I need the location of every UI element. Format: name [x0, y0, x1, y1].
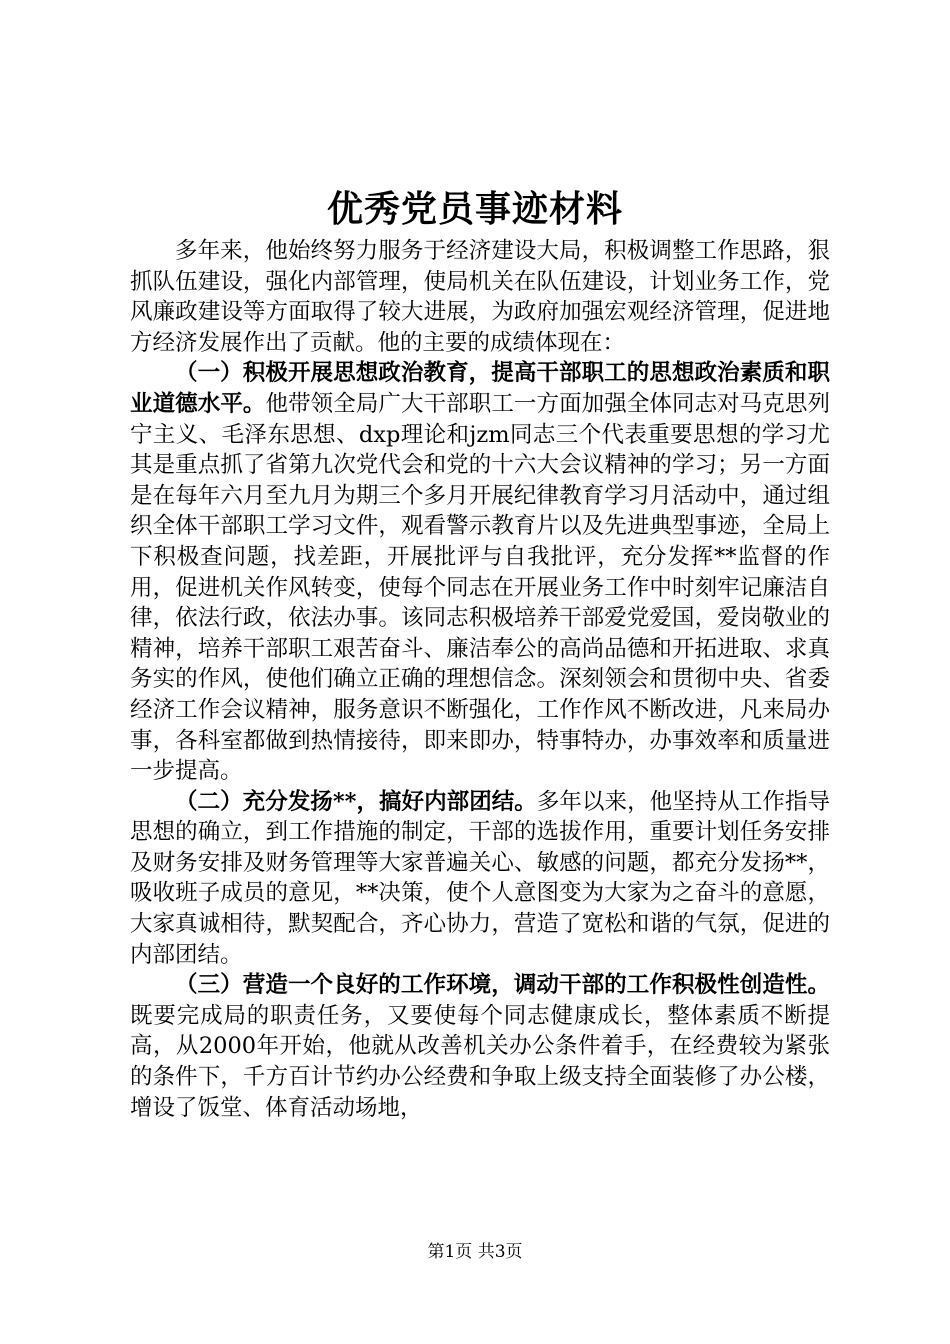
paragraph-intro: [130, 236, 830, 358]
paragraph-text: 多年以来，他坚持从工作指导思想的确立，到工作措施的制定，干部的选拔作用，重要计划任务安排及财务安排及财务管理等大家普遍关心、敏感的问题，都充分发扬**，吸收班子成员的意见，**决策，使个人意图变为大家为之奋斗的意愿，大家真诚相待，默契配合，齐心协力，营造了宽松和谐的气氛，促进的内部团结。: [130, 788, 830, 968]
paragraph-section-1: [130, 358, 830, 786]
document-body: [130, 236, 830, 1123]
paragraph-section-3: [130, 970, 830, 1123]
document-title: 优秀党员事迹材料: [326, 188, 623, 230]
section-heading: （二）充分发扬**，搞好内部团结。: [175, 788, 537, 815]
paragraph-text: 他带领全局广大干部职工一方面加强全体同志对马克思列宁主义、毛泽东思想、dxp理论和jzm同志三个代表重要思想的学习尤其是重点抓了省第九次党代会和党的十六大会议精神的学习；另一方面是在每年六月至九月为期三个多月开展纪律教育学习月活动中，通过组织全体干部职工学习文件，观看警示教育片以及先进典型事迹，全局上下积极查问题，找差距，开展批评与自我批评，充分发挥**监督的作用，促进机关作风转变，使每个同志在开展业务工作中时刻牢记廉洁自律，依法行政，依法办事。该同志积极培养干部爱党爱国，爱岗敬业的精神，培养干部职工艰苦奋斗、廉洁奉公的高尚品德和开拓进取、求真务实的作风，使他们确立正确的理想信念。深刻领会和贯彻中央、省委经济工作会议精神，服务意识不断强化，工作作风不断改进，凡来局办事，各科室都做到热情接待，即来即办，特事特办，办事效率和质量进一步提高。: [130, 390, 830, 785]
paragraph-section-2: [130, 787, 830, 971]
section-heading: （三）营造一个良好的工作环境，调动干部的工作积极性创造性。: [175, 972, 830, 999]
paragraph-text: 多年来，他始终努力服务于经济建设大局，积极调整工作思路，狠抓队伍建设，强化内部管理，使局机关在队伍建设，计划业务工作，党风廉政建设等方面取得了较大进展，为政府加强宏观经济管理，促进地方经济发展作出了贡献。他的主要的成绩体现在：: [130, 238, 830, 356]
section-heading: （一）积极开展思想政治教育，提高干部职工的思想政治素质和职业道德水平。: [130, 360, 830, 417]
page-footer: 第1页 共3页: [427, 1242, 523, 1262]
paragraph-text: 既要完成局的职责任务，又要使每个同志健康成长，整体素质不断提高，从2000年开始，他就从改善机关办公条件着手，在经费较为紧张的条件下，千方百计节约办公经费和争取上级支持全面装修了办公楼，增设了饭堂、体育活动场地，: [130, 1002, 830, 1121]
